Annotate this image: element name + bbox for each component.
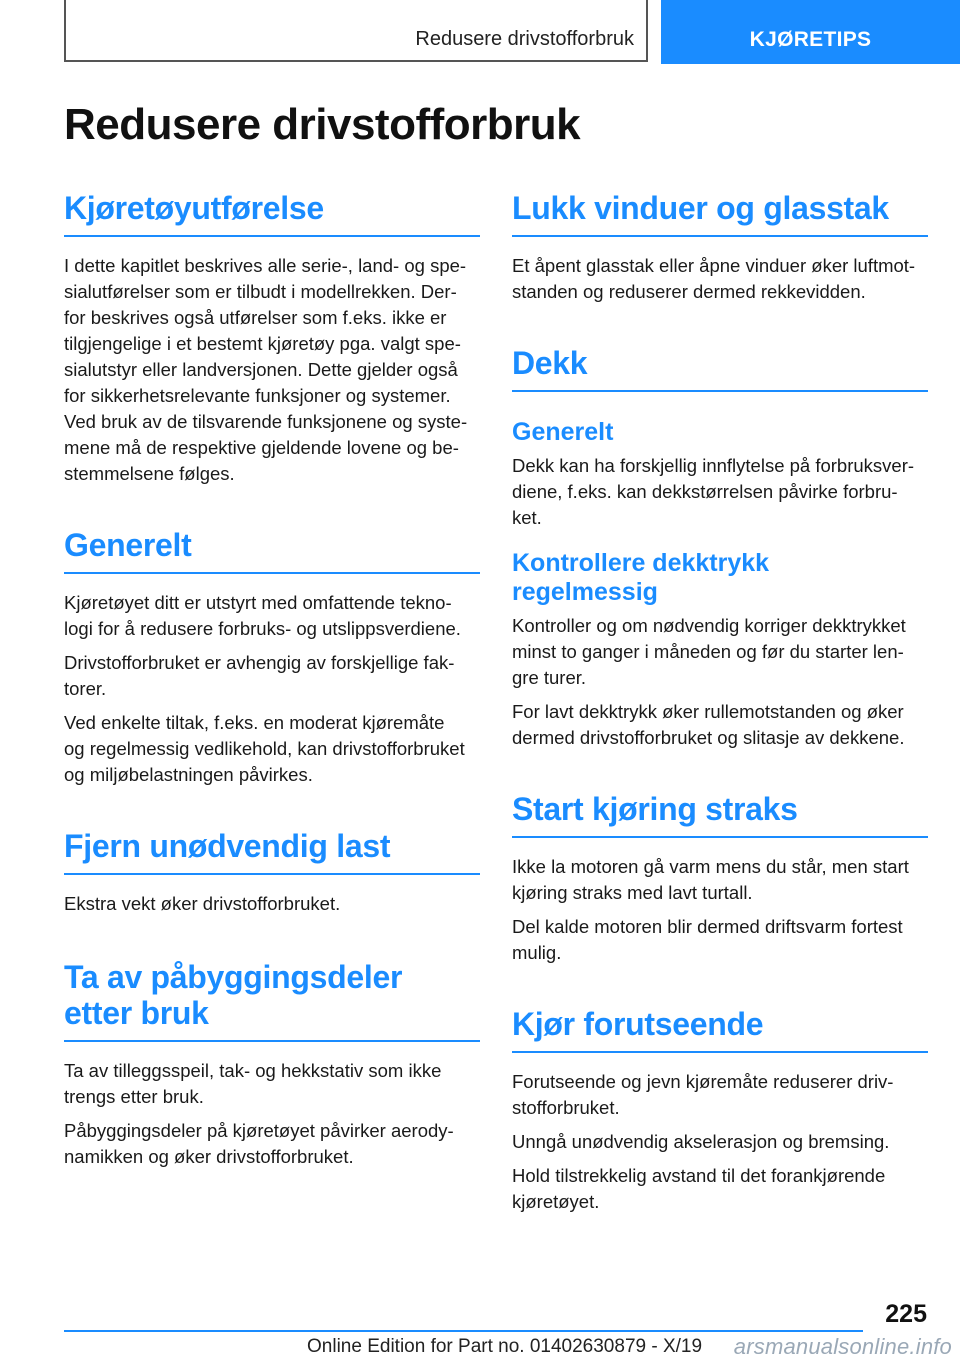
text-line: dermed drivstofforbruket og slitasje av dekkene. bbox=[512, 727, 905, 748]
paragraph bbox=[512, 1129, 928, 1155]
text-line: mene må de respektive gjeldende lovene og be- bbox=[64, 437, 459, 458]
section-remove-load bbox=[64, 828, 480, 917]
section-heading: Kjøretøyutførelse bbox=[64, 190, 480, 237]
text-line: for beskrives også utførelser som f.eks. ikke er bbox=[64, 307, 447, 328]
section-heading: Dekk bbox=[512, 345, 928, 392]
paragraph bbox=[64, 891, 480, 917]
paragraph bbox=[512, 453, 928, 531]
paragraph bbox=[512, 253, 928, 305]
paragraph bbox=[512, 914, 928, 966]
footer-edition: Online Edition for Part no. 01402630879 - X/19 bbox=[307, 1336, 703, 1357]
paragraph bbox=[512, 854, 928, 906]
text-line: og miljøbelastningen påvirkes. bbox=[64, 764, 313, 785]
subsection-general bbox=[512, 418, 928, 531]
text-line: kjøretøyet. bbox=[512, 1191, 600, 1212]
text-line: Påbyggingsdeler på kjøretøyet påvirker aerody- bbox=[64, 1120, 454, 1141]
section-drive-ahead bbox=[512, 1006, 928, 1215]
text-line: stemmelsene følges. bbox=[64, 463, 235, 484]
heading-line: regelmessig bbox=[512, 578, 658, 606]
header-chapter-tab bbox=[661, 0, 960, 64]
page-number: 225 bbox=[885, 1300, 927, 1328]
text-line: diene, f.eks. kan dekkstørrelsen påvirke forbru- bbox=[512, 481, 898, 502]
paragraph bbox=[512, 699, 928, 751]
section-heading bbox=[64, 959, 480, 1042]
text-line: Hold tilstrekkelig avstand til det forankjørende bbox=[512, 1165, 886, 1186]
text-line: Ta av tilleggsspeil, tak- og hekkstativ som ikke bbox=[64, 1060, 442, 1081]
section-vehicle-equipment bbox=[64, 190, 480, 487]
chapter-tab-label: KJØRETIPS bbox=[749, 28, 872, 51]
header-title-box bbox=[64, 0, 648, 62]
text-line: og regelmessig vedlikehold, kan drivstofforbruket bbox=[64, 738, 465, 759]
right-column bbox=[512, 190, 928, 1223]
subsection-tyre-pressure bbox=[512, 549, 928, 751]
section-close-windows bbox=[512, 190, 928, 305]
text-line: ket. bbox=[512, 507, 542, 528]
paragraph bbox=[64, 253, 480, 487]
paragraph bbox=[64, 710, 480, 788]
text-line: standen og reduserer dermed rekkevidden. bbox=[512, 281, 866, 302]
text-line: For lavt dekktrykk øker rullemotstanden og øker bbox=[512, 701, 904, 722]
text-line: Dekk kan ha forskjellig innflytelse på forbruksver- bbox=[512, 455, 915, 476]
paragraph bbox=[512, 613, 928, 691]
text-line: stofforbruket. bbox=[512, 1097, 620, 1118]
section-tyres bbox=[512, 345, 928, 751]
text-line: Kontroller og om nødvendig korriger dekktrykket bbox=[512, 615, 906, 636]
text-line: I dette kapitlet beskrives alle serie-, land- og spe- bbox=[64, 255, 467, 276]
text-line: torer. bbox=[64, 678, 107, 699]
text-line: Unngå unødvendig akselerasjon og bremsing. bbox=[512, 1131, 890, 1152]
section-general bbox=[64, 527, 480, 788]
text-line: Forutseende og jevn kjøremåte reduserer driv- bbox=[512, 1071, 894, 1092]
paragraph bbox=[512, 1163, 928, 1215]
text-line: sialutstyr eller landversjonen. Dette gjelder også bbox=[64, 359, 458, 380]
section-start-driving bbox=[512, 791, 928, 966]
section-remove-attachments bbox=[64, 959, 480, 1170]
text-line: logi for å redusere forbruks- og utslippsverdiene. bbox=[64, 618, 461, 639]
text-line: minst to ganger i måneden og før du starter len- bbox=[512, 641, 904, 662]
left-column bbox=[64, 190, 480, 1178]
text-line: Kjøretøyet ditt er utstyrt med omfattende tekno- bbox=[64, 592, 452, 613]
section-heading: Fjern unødvendig last bbox=[64, 828, 480, 875]
heading-line: Kontrollere dekktrykk bbox=[512, 549, 770, 577]
paragraph bbox=[64, 1058, 480, 1110]
text-line: gre turer. bbox=[512, 667, 587, 688]
text-line: namikken og øker drivstofforbruket. bbox=[64, 1146, 354, 1167]
text-line: Ved bruk av de tilsvarende funksjonene og syste- bbox=[64, 411, 468, 432]
footer-rule bbox=[64, 1330, 863, 1332]
text-line: Ekstra vekt øker drivstofforbruket. bbox=[64, 893, 341, 914]
heading-line: Ta av påbyggingsdeler bbox=[64, 959, 403, 995]
text-line: sialutførelser som er tilbudt i modellrekken. Der- bbox=[64, 281, 457, 302]
section-heading: Lukk vinduer og glasstak bbox=[512, 190, 928, 237]
section-heading: Generelt bbox=[64, 527, 480, 574]
text-line: Et åpent glasstak eller åpne vinduer øker luftmot- bbox=[512, 255, 916, 276]
subsection-heading bbox=[512, 549, 928, 607]
section-heading: Kjør forutseende bbox=[512, 1006, 928, 1053]
text-line: for sikkerhetsrelevante funksjoner og systemer. bbox=[64, 385, 451, 406]
text-line: kjøring straks med lavt turtall. bbox=[512, 882, 753, 903]
heading-line: etter bruk bbox=[64, 995, 209, 1031]
paragraph bbox=[512, 1069, 928, 1121]
text-line: mulig. bbox=[512, 942, 562, 963]
text-line: Ikke la motoren gå varm mens du står, men start bbox=[512, 856, 909, 877]
paragraph bbox=[64, 650, 480, 702]
text-line: tilgjengelige i et bestemt kjøretøy pga. valgt spe- bbox=[64, 333, 461, 354]
page-title: Redusere drivstofforbruk bbox=[64, 100, 581, 149]
text-line: Drivstofforbruket er avhengig av forskjellige fak- bbox=[64, 652, 455, 673]
section-heading: Start kjøring straks bbox=[512, 791, 928, 838]
paragraph bbox=[64, 1118, 480, 1170]
page-header bbox=[0, 0, 960, 64]
paragraph bbox=[64, 590, 480, 642]
watermark: arsmanualsonline.info bbox=[733, 1334, 952, 1359]
header-title: Redusere drivstofforbruk bbox=[415, 28, 634, 50]
text-line: Del kalde motoren blir dermed driftsvarm fortest bbox=[512, 916, 903, 937]
text-line: trengs etter bruk. bbox=[64, 1086, 204, 1107]
text-line: Ved enkelte tiltak, f.eks. en moderat kjøremåte bbox=[64, 712, 445, 733]
subsection-heading: Generelt bbox=[512, 418, 614, 446]
